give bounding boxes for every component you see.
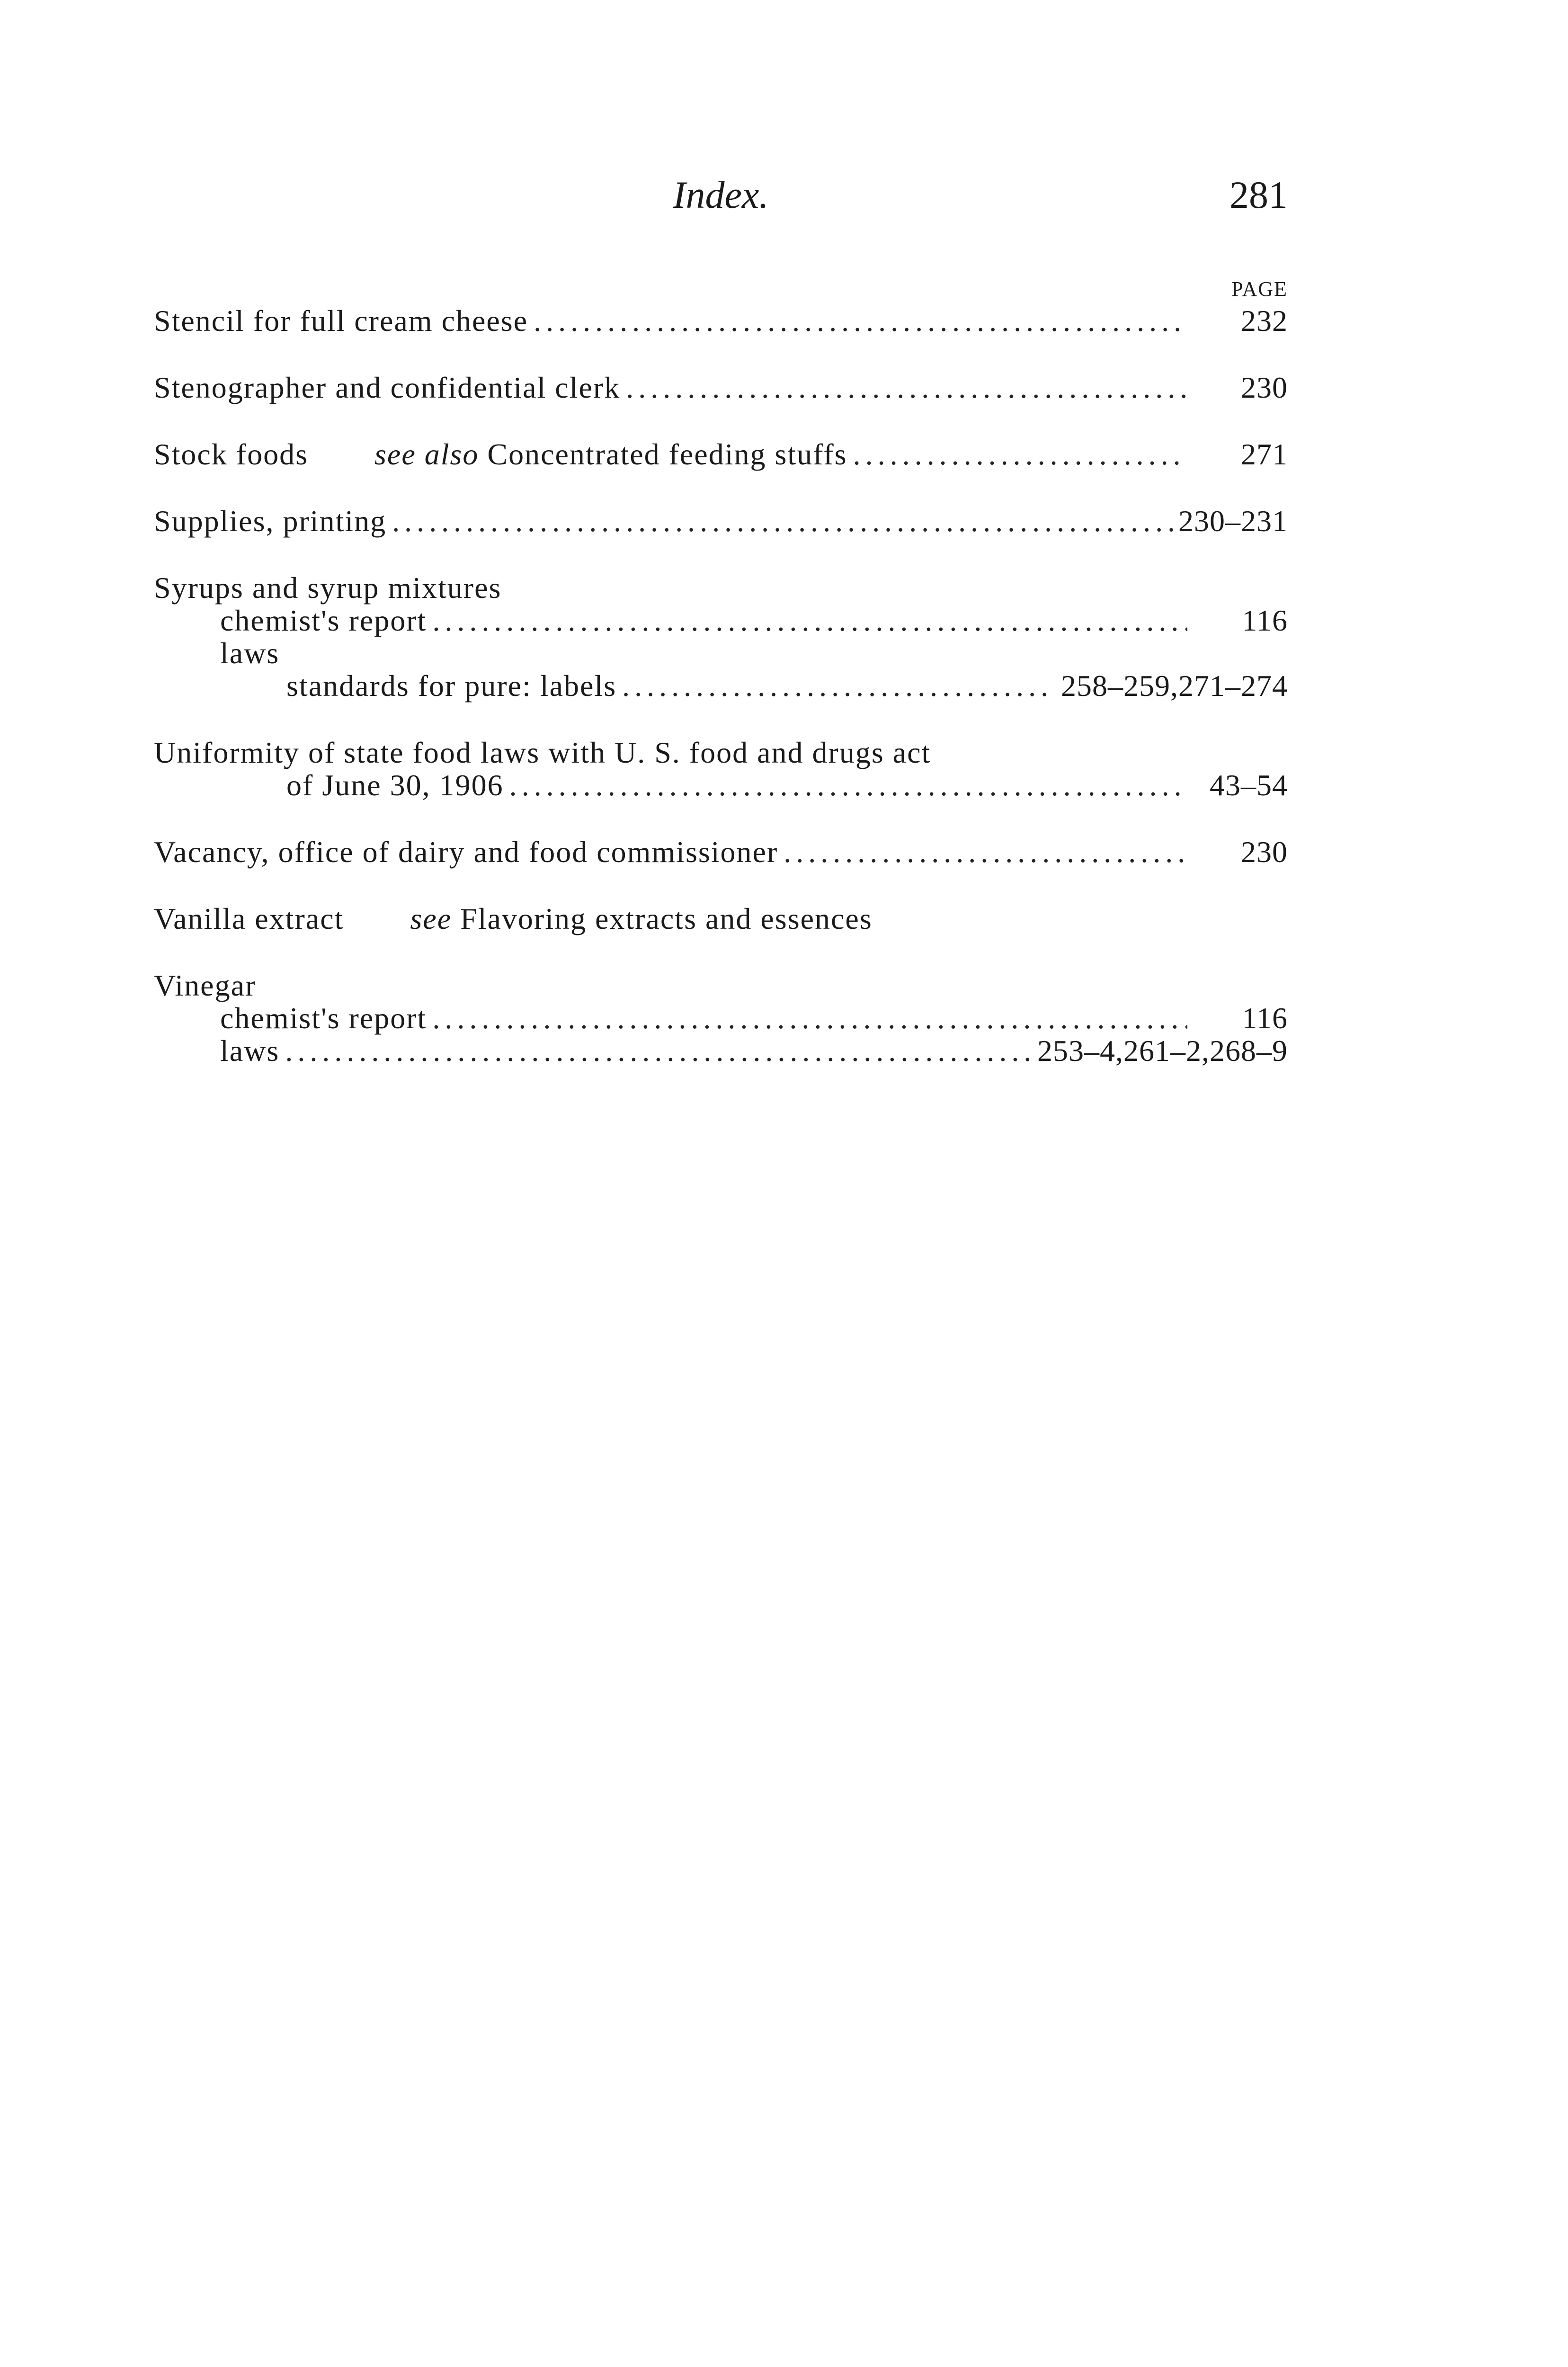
index-list [154,277,1288,1101]
cross-reference: Flavoring extracts and essences [460,902,873,935]
index-entry-stock-foods [154,438,1288,471]
index-subterm: laws [220,1034,280,1068]
dot-leader [534,304,1187,337]
index-term: Syrups and syrup mixtures [154,571,502,605]
page-ref: 116 [1242,1001,1288,1035]
index-line [154,969,1288,1002]
index-line [154,304,1288,337]
index-term: Stencil for full cream cheese [154,304,528,338]
index-term-continuation: of June 30, 1906 [286,768,504,802]
page-ref: 258–259,271–274 [1061,669,1288,703]
index-term: Vacancy, office of dairy and food commissioner [154,835,778,869]
dot-leader [432,1002,1187,1034]
index-line [154,505,1288,537]
index-line [154,736,1288,769]
index-subline [154,637,1288,669]
index-subterm: chemist's report [220,604,427,637]
page-ref: 271 [1241,437,1288,471]
index-term: Supplies, printing [154,504,387,538]
index-term: Stenographer and confidential clerk [154,371,621,404]
page-ref: 253–4,261–2,268–9 [1037,1034,1288,1068]
index-subline [154,604,1288,637]
cross-reference: Concentrated feeding stuffs [487,437,847,471]
index-term-text: Vanilla extract [154,902,344,935]
dot-leader [853,438,1187,471]
index-term-text: Stock foods [154,437,308,471]
index-term [154,902,873,935]
index-term: Vinegar [154,969,257,1002]
index-subline [154,1034,1288,1067]
index-entry-stencil [154,304,1288,337]
page-ref: 230 [1241,371,1288,404]
see-also-marker: see also [374,437,479,471]
index-line [154,371,1288,404]
index-subline [154,1002,1288,1034]
page-ref: 230–231 [1178,504,1288,538]
index-entry-stenographer [154,371,1288,404]
dot-leader [432,604,1187,637]
index-line [154,438,1288,471]
index-continuation-line [154,769,1288,801]
index-entry-vinegar [154,969,1288,1067]
index-line [154,571,1288,604]
index-line [154,836,1288,868]
index-entry-vacancy [154,836,1288,868]
index-term [154,438,847,471]
dot-leader [392,505,1173,537]
index-entry-syrups [154,571,1288,702]
index-subterm: laws [220,636,280,670]
page-ref: 43–54 [1210,768,1288,802]
page-column-heading: PAGE [1231,277,1288,301]
dot-leader [285,1034,1032,1067]
see-marker: see [410,902,452,935]
page-number: 281 [1229,173,1288,216]
index-line [154,902,1288,935]
page-ref: 230 [1241,835,1288,869]
index-entry-vanilla [154,902,1288,935]
dot-leader [509,769,1187,801]
dot-leader [622,669,1055,702]
page-header [154,168,1288,230]
dot-leader [626,371,1187,404]
page-ref: 232 [1241,304,1288,338]
index-subterm: standards for pure: labels [286,669,617,703]
index-term: Uniformity of state food laws with U. S. food and drugs act [154,736,931,769]
index-entry-supplies [154,505,1288,537]
index-subterm: chemist's report [220,1001,427,1035]
page-ref: 116 [1242,604,1288,637]
running-title: Index. [673,173,769,216]
index-entry-uniformity [154,736,1288,801]
index-subsubline [154,669,1288,702]
dot-leader [784,836,1187,868]
